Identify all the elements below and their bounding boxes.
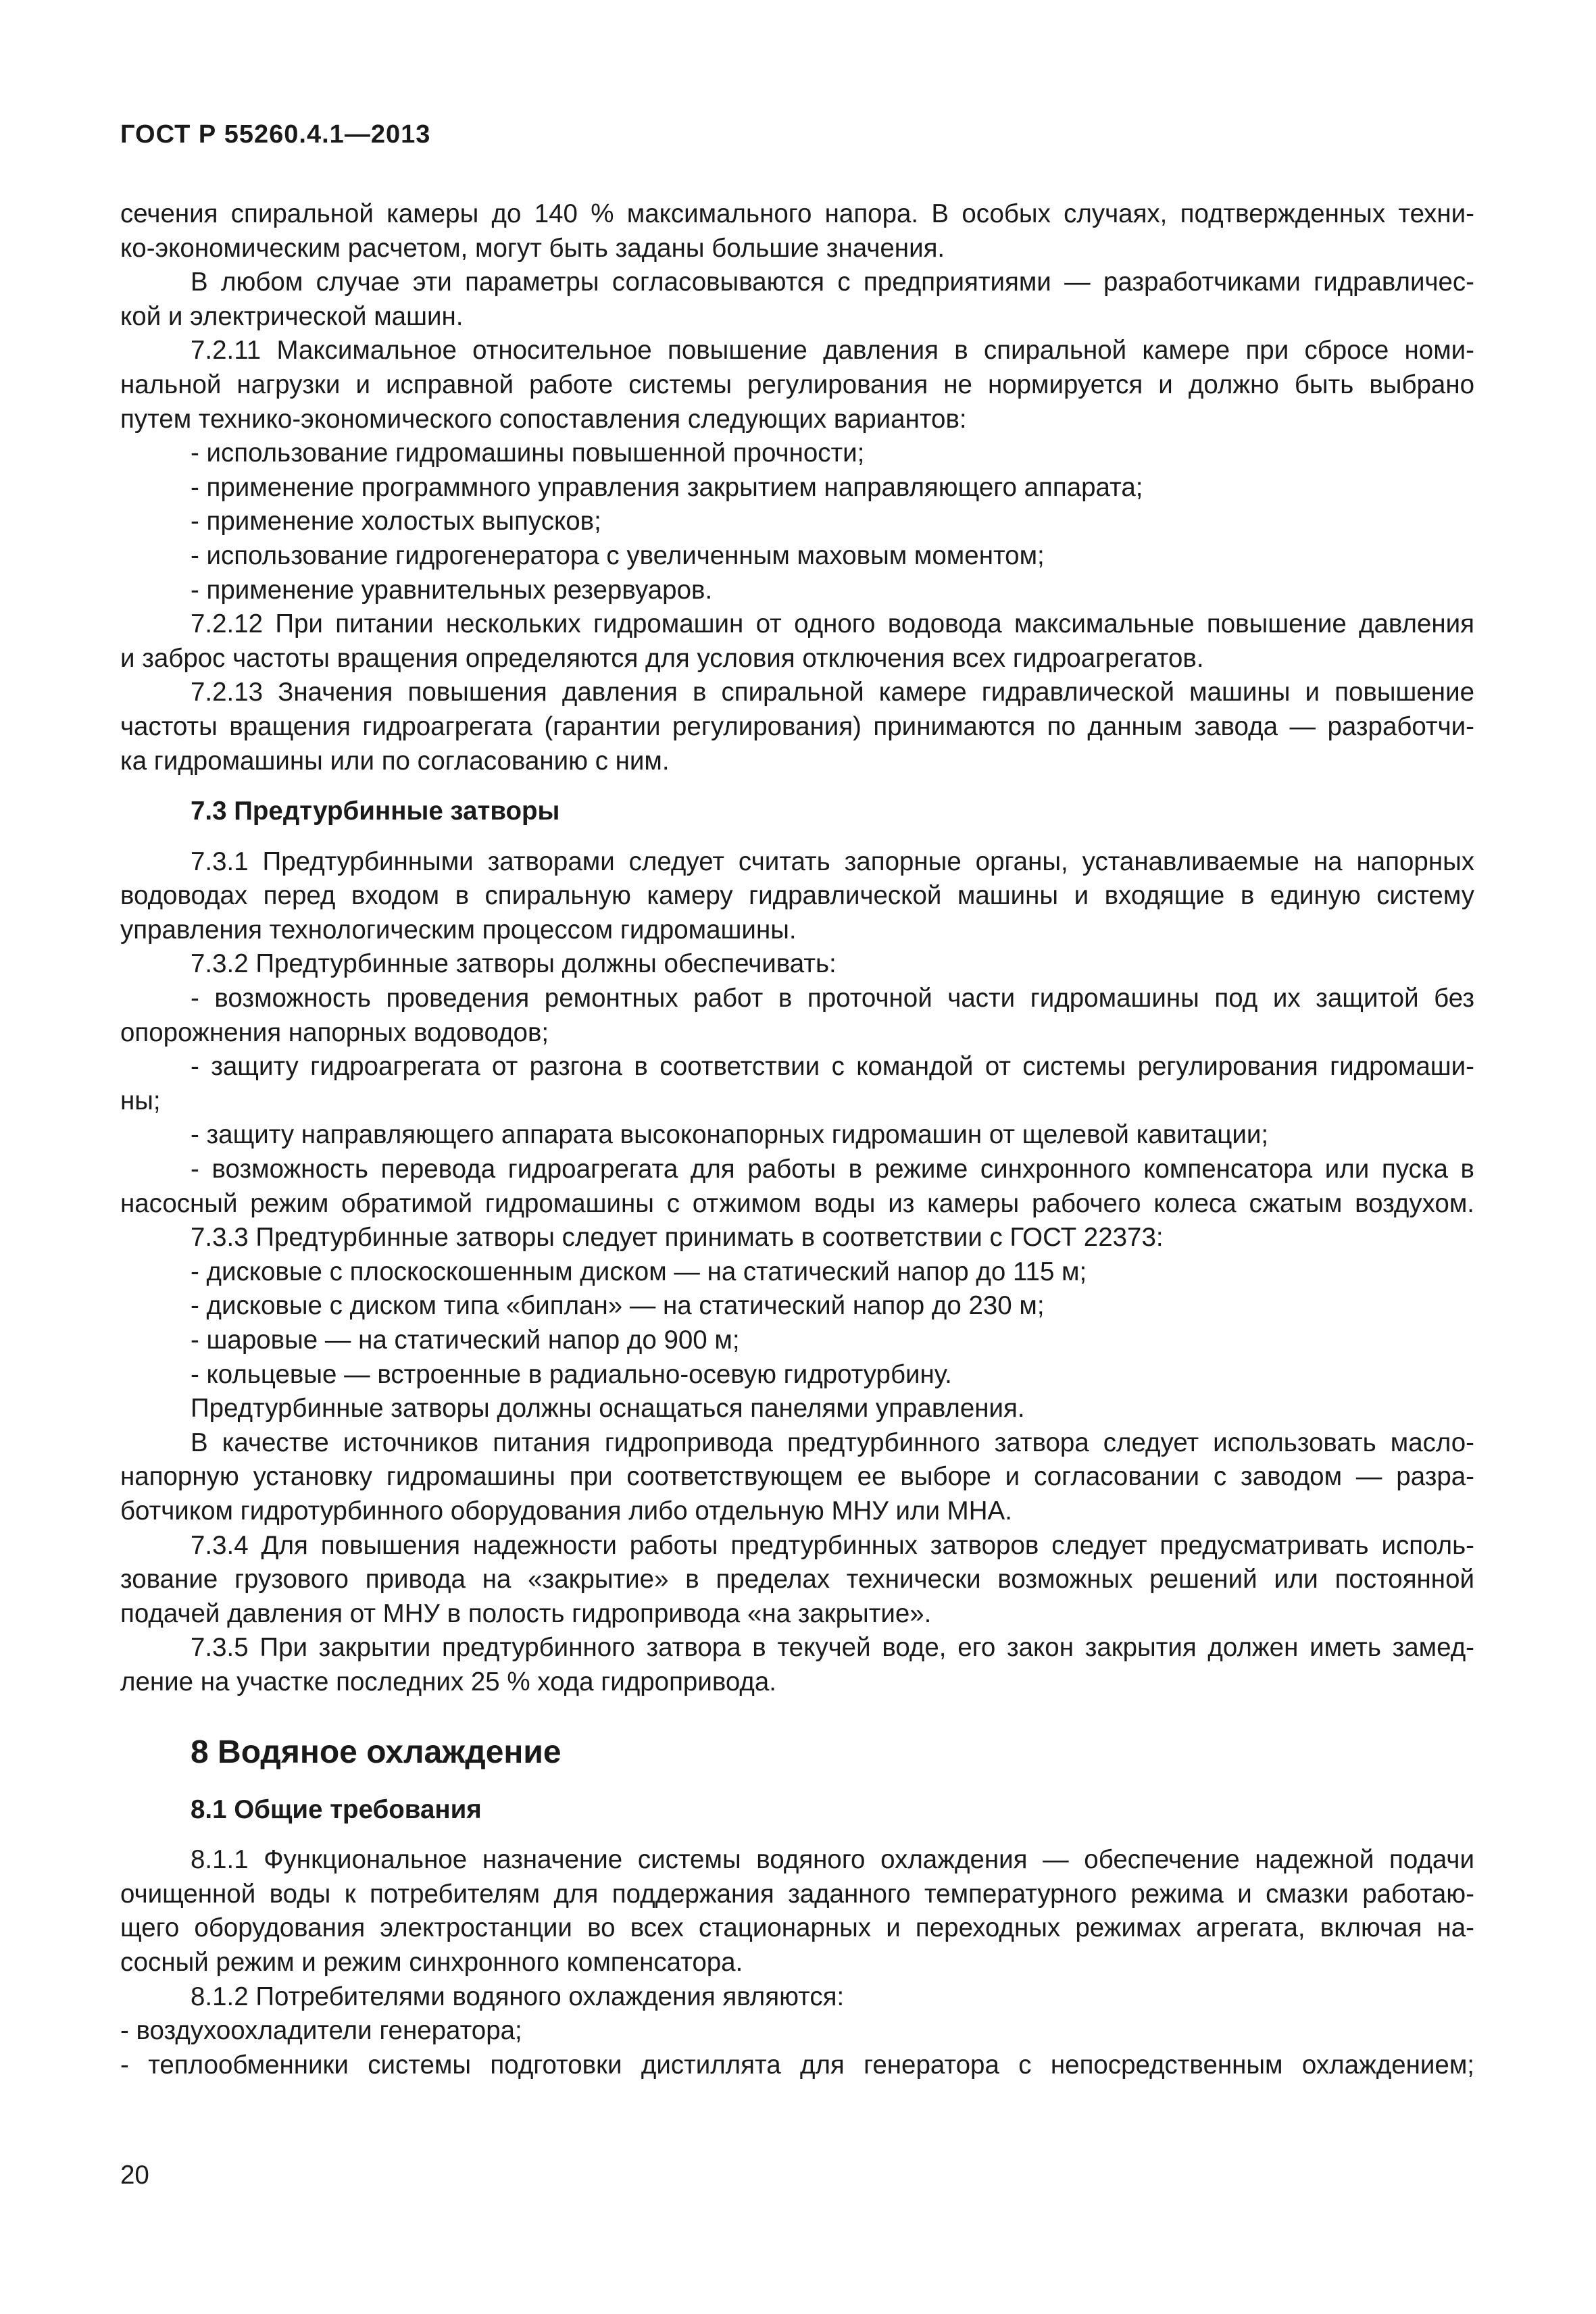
bullet-list (120, 436, 1474, 607)
section-heading-7-3: 7.3 Предтурбинные затворы (191, 797, 560, 826)
paragraph-7-3-2: 7.3.2 Предтурбинные затворы должны обеспечивать: (191, 949, 837, 979)
list-item: - воздухоохладители генератора; (120, 2016, 522, 2046)
list-item (120, 982, 1474, 1050)
paragraph (120, 266, 1474, 334)
text-line: путем технико-экономического сопоставления следующих вариантов: (120, 404, 967, 434)
text-line: - возможность перевода гидроагрегата для работы в режиме синхронного компенсатора или пуска в (191, 1155, 1474, 1184)
text-line: 7.3.1 Предтурбинными затворами следует считать запорные органы, устанавливаемые на напорных (191, 847, 1474, 876)
text-line: очищенной воды к потребителям для поддержания заданного температурного режима и смазки работаю- (120, 1879, 1474, 1909)
text-line: 7.2.11 Максимальное относительное повышение давления в спиральной камере при сбросе номи- (191, 336, 1474, 366)
text-line: В качестве источников питания гидропривода предтурбинного затвора следует использовать масло- (191, 1428, 1474, 1457)
text-line: сосный режим и режим синхронного компенсатора. (120, 1947, 743, 1977)
text-line: нальной нагрузки и исправной работе системы регулирования не нормируется и должно быть выбрано (120, 370, 1474, 399)
text-line: ны; (120, 1086, 161, 1115)
list-item: - использование гидрогенератора с увеличенным маховым моментом; (191, 540, 1045, 570)
list-item: - теплообменники системы подготовки дистиллята для генератора с непосредственным охлаждением; (120, 2050, 1474, 2080)
list-item: - дисковые с диском типа «биплан» — на статический напор до 230 м; (191, 1291, 1045, 1321)
paragraph-7-2-13 (120, 676, 1474, 778)
text-line: опорожнения напорных водоводов; (120, 1017, 549, 1047)
document-header: ГОСТ Р 55260.4.1—2013 (120, 120, 431, 149)
text-line: ко-экономическим расчетом, могут быть заданы большие значения. (120, 233, 945, 263)
text-line: подачей давления от МНУ в полость гидропривода «на закрытие». (120, 1599, 932, 1628)
list-item: - дисковые с плоскоскошенным диском — на статический напор до 115 м; (191, 1257, 1087, 1286)
text-line: напорную установку гидромашины при соответствующем ее выборе и согласовании с заводом — разра- (120, 1462, 1474, 1492)
list-item: - использование гидромашины повышенной прочности; (191, 438, 865, 468)
section-heading-8: 8 Водяное охлаждение (191, 1734, 562, 1770)
list-item: - применение программного управления закрытием направляющего аппарата; (191, 472, 1143, 502)
paragraph-7-3-3: 7.3.3 Предтурбинные затворы следует принимать в соответствии с ГОСТ 22373: (191, 1223, 1164, 1253)
list-item (120, 1153, 1474, 1221)
paragraph (120, 1426, 1474, 1529)
text-line: ка гидромашины или по согласованию с ним. (120, 746, 670, 776)
list-item: - применение холостых выпусков; (191, 507, 601, 536)
text-line: кой и электрической машин. (120, 301, 464, 331)
text-line: водоводах перед входом в спиральную камеру гидравлической машины и входящие в единую систему (120, 881, 1474, 911)
text-line: и заброс частоты вращения определяются для условия отключения всех гидроагрегатов. (120, 643, 1204, 673)
list-item: - применение уравнительных резервуаров. (191, 575, 713, 605)
text-line: частоты вращения гидроагрегата (гарантии регулирования) принимаются по данным завода — разработчи- (120, 711, 1474, 741)
paragraph-7-3-5 (120, 1631, 1474, 1699)
list-item: - шаровые — на статический напор до 900 м; (191, 1326, 740, 1355)
text-line: щего оборудования электростанции во всех стационарных и переходных режимах агрегата, включая на- (120, 1913, 1474, 1943)
text-line: 7.2.12 При питании нескольких гидромашин от одного водовода максимальные повышение давления (191, 609, 1474, 639)
text-line: 7.3.5 При закрытии предтурбинного затвора в текучей воде, его закон закрытия должен иметь замед- (191, 1633, 1474, 1663)
text-line: сечения спиральной камеры до 140 % максимального напора. В особых случаях, подтвержденных техни- (120, 199, 1474, 228)
text-line: 8.1.1 Функциональное назначение системы водяного охлаждения — обеспечение надежной подачи (191, 1845, 1474, 1875)
bullet-list (120, 1255, 1474, 1392)
text-line: управления технологическим процессом гидромашины. (120, 915, 797, 945)
page-number: 20 (120, 2161, 149, 2190)
paragraph-8-1-1 (120, 1843, 1474, 1980)
text-line: насосный режим обратимой гидромашины с отжимом воды из камеры рабочего колеса сжатым воздухом. (120, 1188, 1474, 1218)
text-line: ботчиком гидротурбинного оборудования либо отдельную МНУ или МНА. (120, 1496, 1012, 1526)
page-body (120, 197, 1474, 2082)
text-line: - возможность проведения ремонтных работ в проточной части гидромашины под их защитой без (191, 984, 1474, 1013)
list-item: - защиту направляющего аппарата высоконапорных гидромашин от щелевой кавитации; (191, 1120, 1269, 1150)
section-heading-8-1: 8.1 Общие требования (191, 1794, 482, 1824)
paragraph-7-2-11 (120, 334, 1474, 436)
list-item (120, 1050, 1474, 1118)
text-line: зование грузового привода на «закрытие» в пределах технически возможных решений или постоянной (120, 1565, 1474, 1594)
text-line: ление на участке последних 25 % хода гидропривода. (120, 1667, 776, 1696)
paragraph-7-3-4 (120, 1529, 1474, 1632)
text-line: - защиту гидроагрегата от разгона в соответствии с командой от системы регулирования гидромаши- (191, 1052, 1474, 1082)
paragraph-7-2-12 (120, 607, 1474, 676)
paragraph (120, 197, 1474, 266)
bullet-list (120, 2014, 1474, 2082)
paragraph-8-1-2: 8.1.2 Потребителями водяного охлаждения являются: (191, 1982, 845, 2011)
paragraph: Предтурбинные затворы должны оснащаться панелями управления. (191, 1394, 1025, 1424)
text-line: 7.3.4 Для повышения надежности работы предтурбинных затворов следует предусматривать исполь- (191, 1530, 1474, 1560)
text-line: В любом случае эти параметры согласовываются с предприятиями — разработчиками гидравличес- (191, 268, 1474, 297)
text-line: 7.2.13 Значения повышения давления в спиральной камере гидравлической машины и повышение (191, 678, 1474, 707)
paragraph-7-3-1 (120, 845, 1474, 948)
list-item: - кольцевые — встроенные в радиально-осевую гидротурбину. (191, 1359, 952, 1389)
